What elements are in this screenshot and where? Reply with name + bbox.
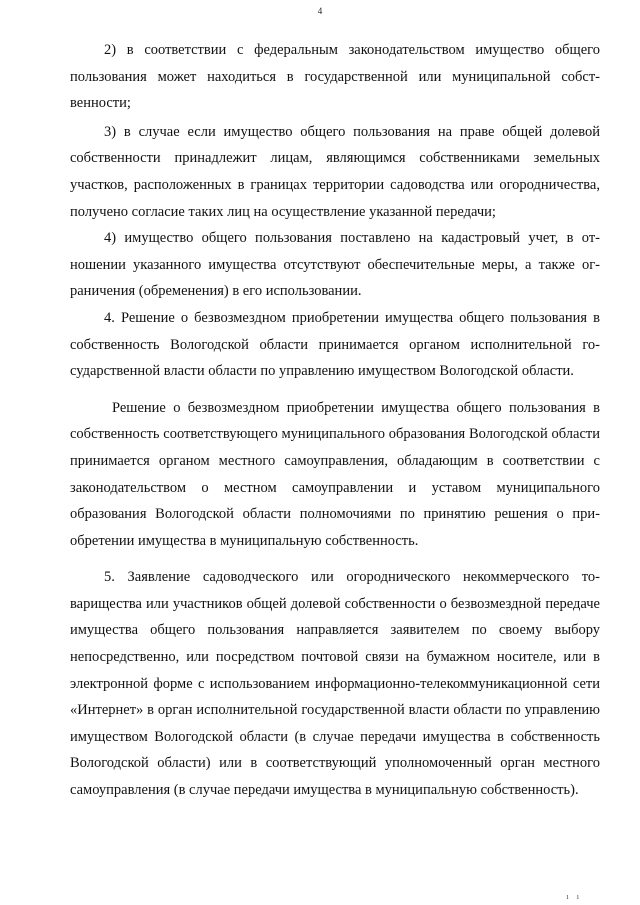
scan-corner-mark: ı ı <box>566 892 582 901</box>
paragraph-municipal-decision: Решение о безвозмездном приобретении имущества общего пользования в собственность соответствующего муниципального образования Вологодской области принимается органом местного самоуправления, обладающим в соответствии с законодательством о местном самоуправлении и уставом муниципального образования Вологодской области полномочиями по принятию решения о приобретении имущества в муниципальную собственность. <box>70 399 600 549</box>
paragraph-item-4: 4) имущество общего пользования поставлено на кадастровый учет, в отношении указанного имущества отсутствуют обеспечительные меры, а также ограничения (обременения) в его использовании. <box>70 230 600 300</box>
paragraph-item-3: 3) в случае если имущество общего пользования на праве общей долевой собственности принадлежит лицам, являющимся собственниками земельных участков, расположенных в границах территории садоводства или огородничества, получено согласие таких лиц на осуществление указанной передачи; <box>70 123 600 220</box>
page-number: 4 <box>317 6 323 16</box>
paragraph-section-5: 5. Заявление садоводческого или огороднического некоммерческого товарищества или участников общей долевой собственности о безвозмездной передаче имущества общего пользования направляется заявителем по своему выбору непосредственно, или посредством почтовой связи на бумажном носителе, или в электронной форме с использованием информационно-телекоммуникационной сети «Интернет» в орган исполнительной государственной власти области по управлению имуществом Вологодской области (в случае передачи имущества в собственность Вологодской области) или в соответствующий уполномоченный орган местного самоуправления (в случае передачи имущества в муниципальную собственность). <box>70 569 600 799</box>
document-body <box>70 37 600 804</box>
paragraph-item-2: 2) в соответствии с федеральным законодательством имущество общего пользования может находиться в государственной или муниципальной собственности; <box>70 42 600 112</box>
paragraph-section-4: 4. Решение о безвозмездном приобретении имущества общего пользования в собственность Вологодской области принимается органом исполнительной государственной власти области по управлению имуществом Вологодской области. <box>70 309 600 380</box>
